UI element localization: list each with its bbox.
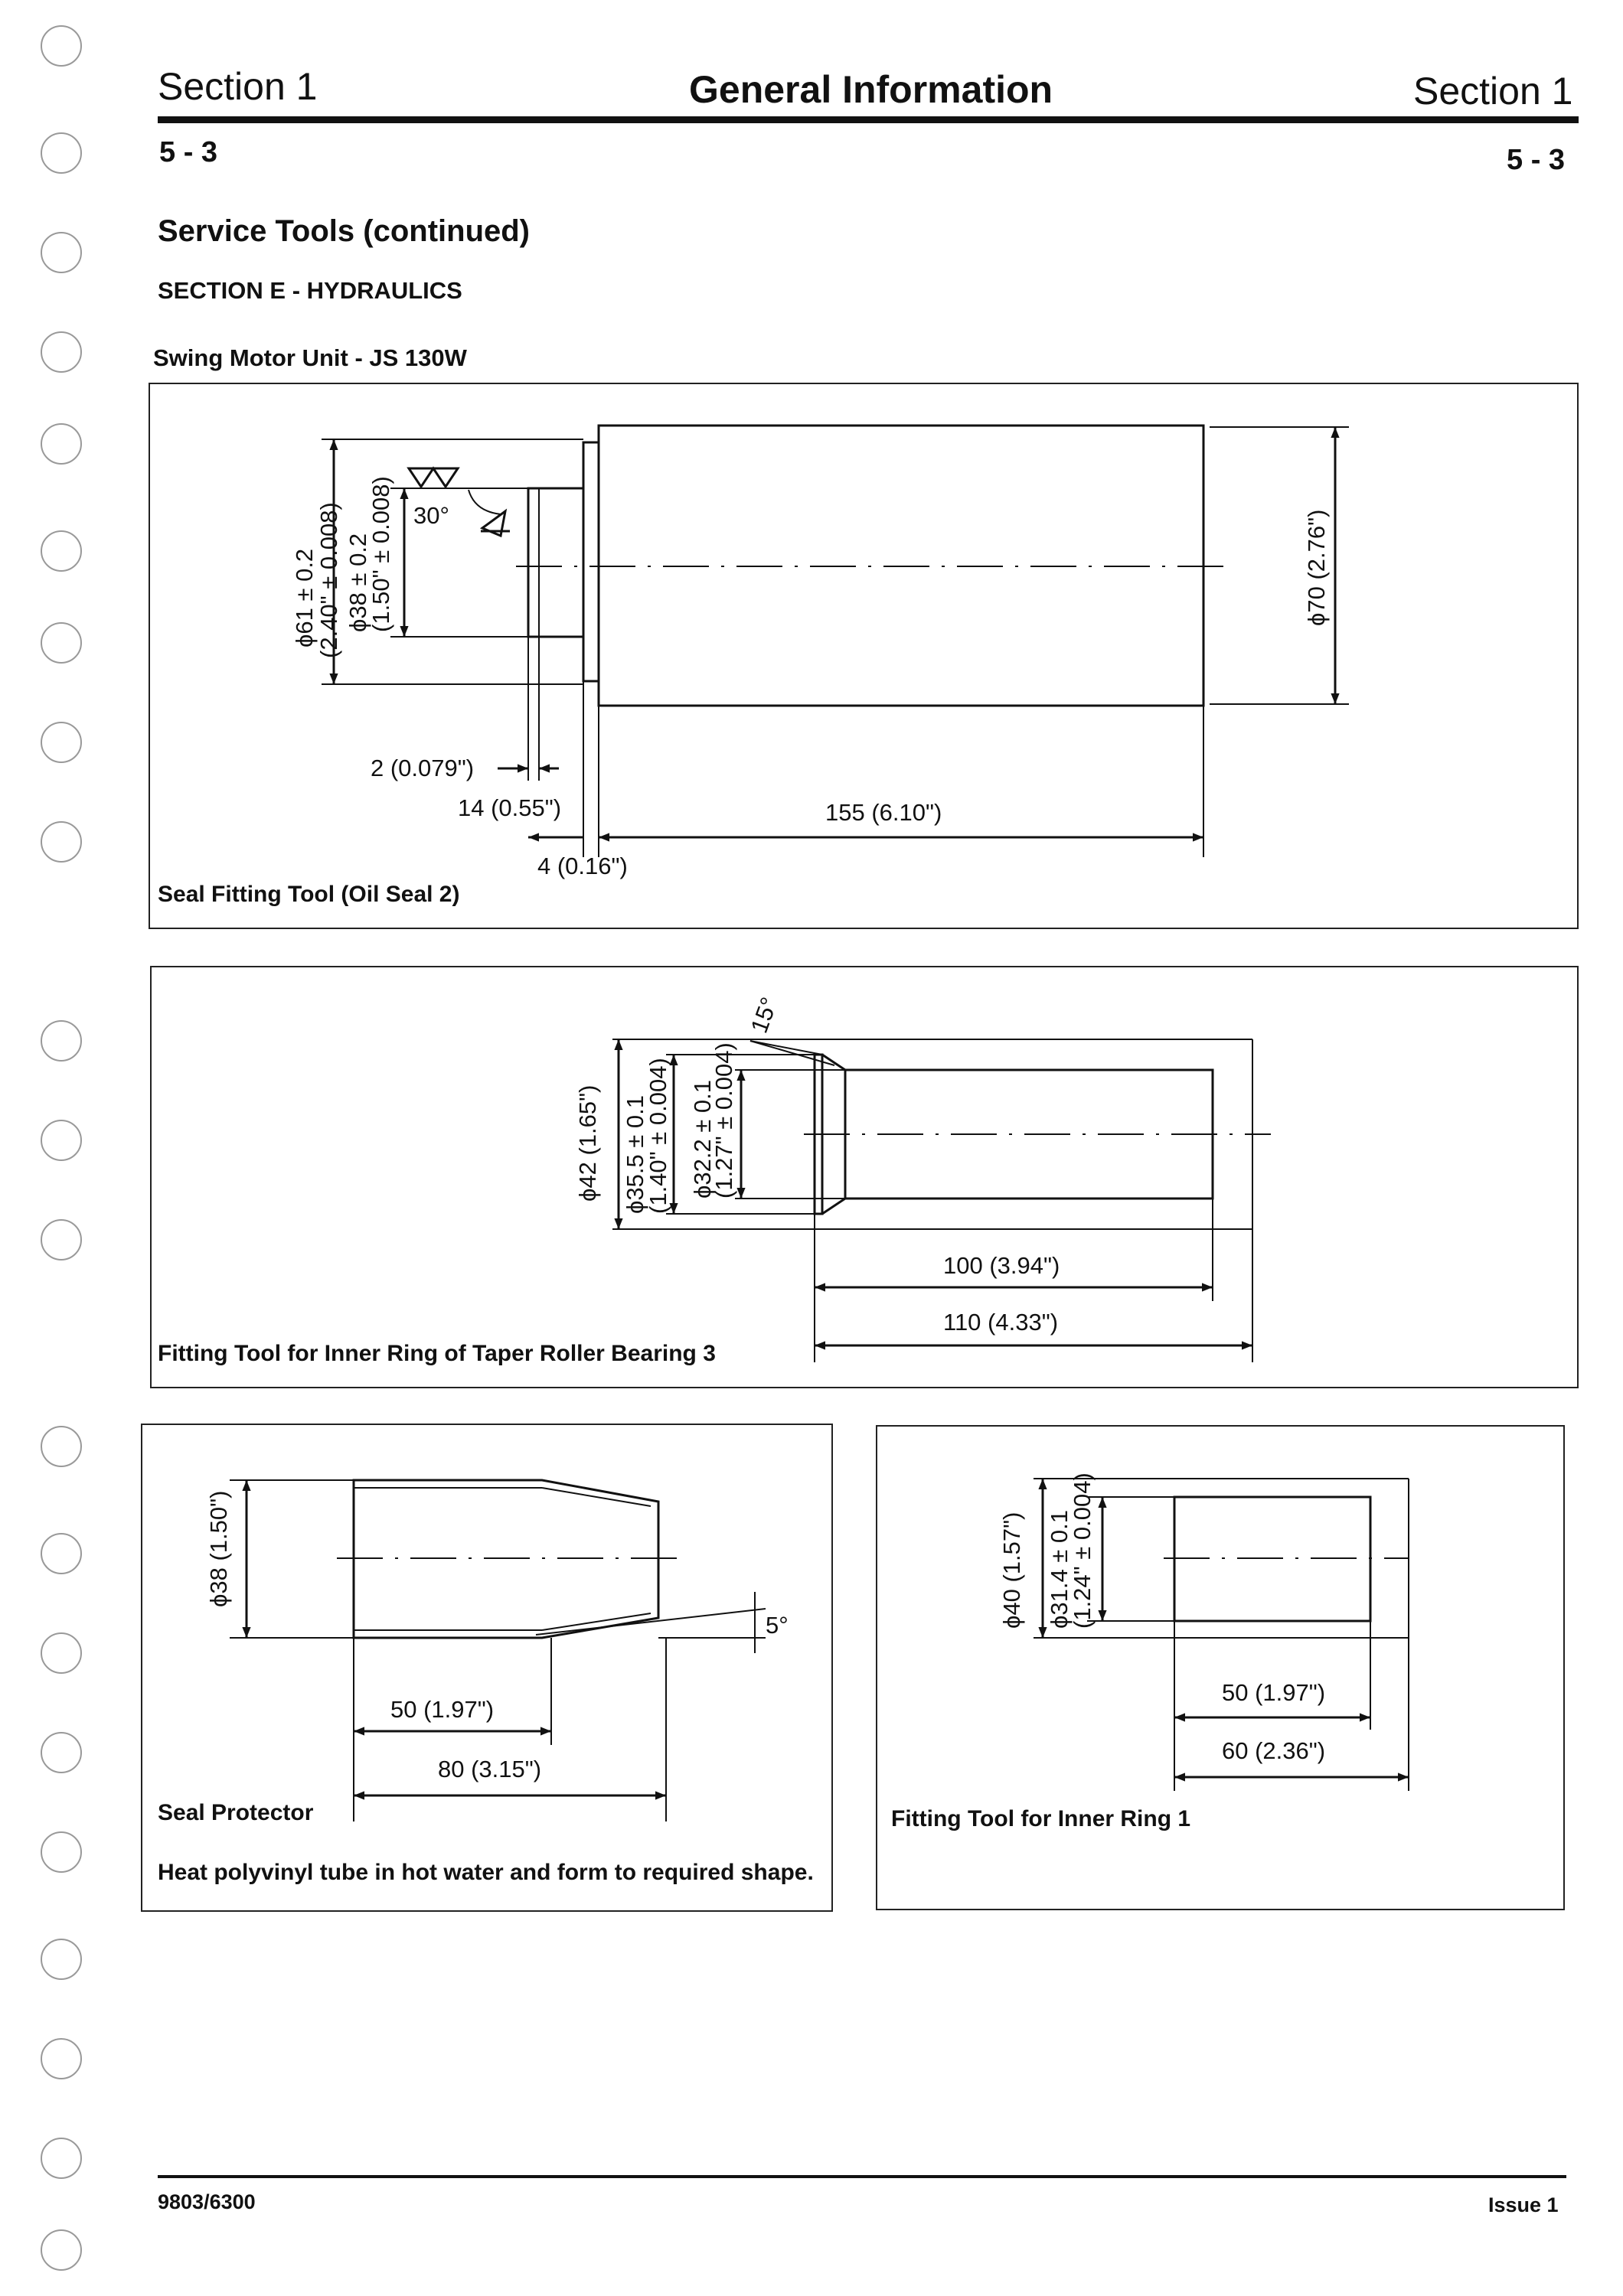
header-section-left: Section 1 [158, 65, 318, 108]
dim-35: ϕ35.5 ± 0.1 [622, 1094, 648, 1214]
dim-32: ϕ32.2 ± 0.1 [689, 1079, 716, 1199]
document-number: 9803/6300 [158, 2190, 256, 2213]
section-label: SECTION E - HYDRAULICS [158, 277, 462, 304]
header-section-right: Section 1 [1413, 70, 1573, 113]
dim-od38-in: (1.50" ± 0.008) [367, 476, 394, 632]
issue-label: Issue 1 [1488, 2193, 1559, 2216]
page-title: Service Tools (continued) [158, 214, 530, 248]
dim-80: 80 (3.15") [438, 1756, 542, 1782]
dim-od70: ϕ70 (2.76") [1303, 509, 1330, 626]
dim-14: 14 (0.55") [458, 794, 562, 821]
dim-32-in: (1.27" ± 0.004) [710, 1042, 737, 1199]
dim-50: 50 (1.97") [1222, 1679, 1326, 1706]
figure-4-caption: Fitting Tool for Inner Ring 1 [891, 1806, 1191, 1831]
dim-60: 60 (2.36") [1222, 1737, 1326, 1764]
figure-1-caption: Seal Fitting Tool (Oil Seal 2) [158, 882, 460, 907]
dim-50: 50 (1.97") [390, 1696, 495, 1723]
unit-label: Swing Motor Unit - JS 130W [153, 344, 467, 371]
figure-3-caption: Seal Protector [158, 1800, 314, 1825]
figure-3-note: Heat polyvinyl tube in hot water and form to required shape. [158, 1860, 814, 1885]
header-title: General Information [689, 68, 1053, 111]
dim-31: ϕ31.4 ± 0.1 [1046, 1509, 1073, 1629]
dim-100: 100 (3.94") [943, 1252, 1060, 1279]
dim-od61: ϕ61 ± 0.2 [291, 548, 318, 647]
dim-110: 110 (4.33") [943, 1309, 1059, 1336]
dim-155: 155 (6.10") [825, 799, 942, 826]
dim-42: ϕ42 (1.65") [574, 1084, 601, 1202]
figure-2-caption: Fitting Tool for Inner Ring of Taper Roller Bearing 3 [158, 1341, 716, 1366]
angle-15: 15° [745, 993, 783, 1037]
angle-5: 5° [766, 1612, 789, 1639]
dim-40: ϕ40 (1.57") [998, 1512, 1025, 1629]
dim-31-in: (1.24" ± 0.004) [1069, 1473, 1096, 1629]
dim-od61-in: (2.40" ± 0.008) [315, 502, 342, 658]
angle-30: 30° [413, 502, 449, 529]
page-number-left: 5 - 3 [159, 136, 218, 168]
page-number-right: 5 - 3 [1507, 144, 1566, 176]
footer-rule [158, 2175, 1566, 2178]
dim-4: 4 (0.16") [537, 853, 628, 879]
dim-38: ϕ38 (1.50") [205, 1490, 232, 1607]
dim-35-in: (1.40" ± 0.004) [645, 1058, 671, 1214]
dim-2: 2 (0.079") [371, 755, 475, 781]
dim-od38: ϕ38 ± 0.2 [345, 533, 371, 632]
